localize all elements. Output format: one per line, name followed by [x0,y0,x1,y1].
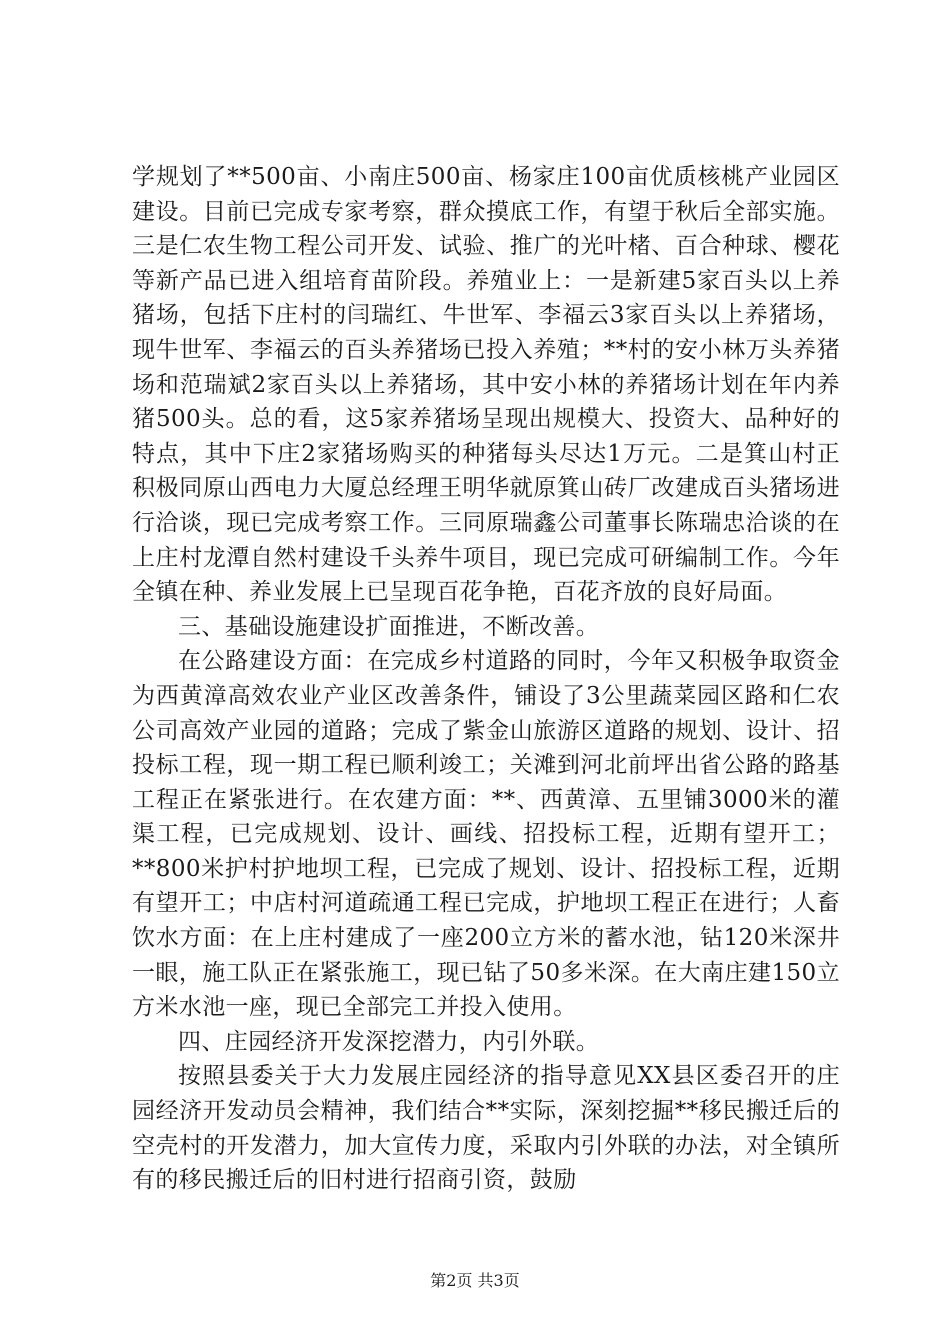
document-body [132,160,840,1198]
page-number-footer: 第2页 共3页 [430,1271,520,1290]
section-heading-infrastructure: 三、基础设施建设扩面推进，不断改善。 [178,613,600,640]
paragraph-livestock-continuation: 学规划了**500亩、小南庄500亩、杨家庄100亩优质核桃产业园区建设。目前已完成专家考察，群众摸底工作，有望于秋后全部实施。三是仁农生物工程公司开发、试验、推广的光叶楮、百合种球、樱花等新产品已进入组培育苗阶段。养殖业上：一是新建5家百头以上养猪场，包括下庄村的闫瑞红、牛世军、李福云3家百头以上养猪场，现牛世军、李福云的百头养猪场已投入养殖；**村的安小林万头养猪场和范瑞斌2家百头以上养猪场，其中安小林的养猪场计划在年内养猪500头。总的看，这5家养猪场呈现出规模大、投资大、品种好的特点，其中下庄2家猪场购买的种猪每头尽达1万元。二是箕山村正积极同原山西电力大厦总经理王明华就原箕山砖厂改建成百头猪场进行洽谈，现已完成考察工作。三同原瑞鑫公司董事长陈瑞忠洽谈的在上庄村龙潭自然村建设千头养牛项目，现已完成可研编制工作。今年全镇在种、养业发展上已呈现百花争艳，百花齐放的良好局面。 [132,164,840,606]
section-heading-manor-economy: 四、庄园经济开发深挖潜力，内引外联。 [178,1028,600,1055]
paragraph-road-construction: 在公路建设方面：在完成乡村道路的同时，今年又积极争取资金为西黄漳高效农业产业区改善条件，铺设了3公里蔬菜园区路和仁农公司高效产业园的道路；完成了紫金山旅游区道路的规划、设计、招投标工程，现一期工程已顺利竣工；关滩到河北前坪出省公路的路基工程正在紧张进行。在农建方面：**、西黄漳、五里铺3000米的灌渠工程，已完成规划、设计、画线、招投标工程，近期有望开工；**800米护村护地坝工程，已完成了规划、设计、招投标工程，近期有望开工；中店村河道疏通工程已完成，护地坝工程正在进行；人畜饮水方面：在上庄村建成了一座200立方米的蓄水池，钻120米深井一眼，施工队正在紧张施工，现已钻了50多米深。在大南庄建150立方米水池一座，现已全部完工并投入使用。 [132,648,840,1021]
paragraph-manor-economy: 按照县委关于大力发展庄园经济的指导意见XX县区委召开的庄园经济开发动员会精神，我们结合**实际，深刻挖掘**移民搬迁后的空壳村的开发潜力，加大宣传力度，采取内引外联的办法，对全镇所有的移民搬迁后的旧村进行招商引资，鼓励 [132,1063,840,1194]
